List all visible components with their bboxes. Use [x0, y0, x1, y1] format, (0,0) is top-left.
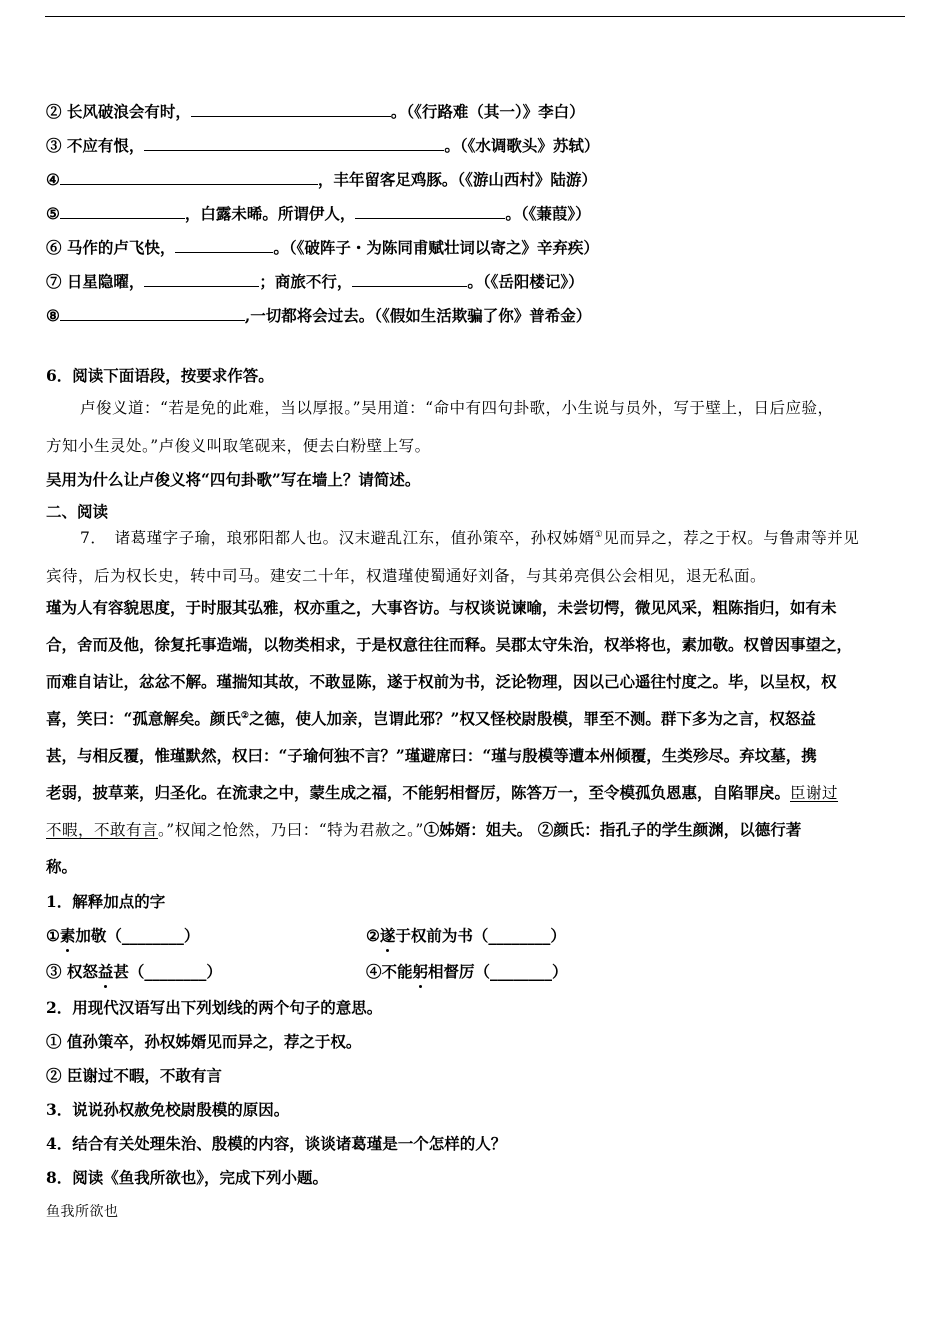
- fill-line-6: [46, 236, 906, 260]
- underlined-sentence: 臣谢过: [790, 784, 839, 802]
- answer-blank[interactable]: [352, 270, 467, 287]
- q7-passage-line-3: 瑾为人有容貌思度，于时服其弘雅，权亦重之，大事咨访。与权谈说谏喻，未尝切愕，微见风采，粗陈指归，如有未: [46, 598, 837, 617]
- fill-line-5: [46, 202, 906, 226]
- underlined-sentence: 不暇，不敢有言: [46, 821, 159, 839]
- q7-passage-line-4: 合，舍而及他，徐复托事造端，以物类相求，于是权意往往而释。吴郡太守朱治，权举将也，素加敬。权曾因事望之，: [46, 635, 853, 654]
- sub1-heading: 1．解释加点的字: [46, 892, 166, 911]
- answer-blank[interactable]: [144, 134, 444, 151]
- item-text: 相督厉（________）: [428, 962, 568, 981]
- q7-passage-line-1: [46, 526, 906, 550]
- sub1-item-4: [366, 960, 568, 984]
- q7-passage-line-10: 称。: [46, 857, 78, 876]
- fill-text: ④: [46, 170, 60, 189]
- q6-heading: 6．阅读下面语段，按要求作答。: [46, 366, 274, 385]
- item-text: 加敬（________）: [75, 926, 200, 945]
- fill-text: ⑥ 马作的卢飞快，: [46, 238, 176, 257]
- passage-text: 7． 诸葛瑾字子瑜，琅邪阳都人也。汉末避乱江东，值孙策卒，孙权姊婿: [80, 529, 595, 547]
- sub1-row-1: [46, 924, 906, 948]
- passage-text: 老弱，披草莱，归圣化。在流隶之中，蒙生成之福，不能躬相督厉，陈答万一，至令模孤负恩惠，自陷罪戾。: [46, 783, 791, 802]
- answer-blank[interactable]: [144, 270, 259, 287]
- sub1-item-2: [366, 924, 566, 948]
- dotted-char: 素: [60, 924, 76, 948]
- q7-passage-line-7: 甚，与相反覆，惟瑾默然，权曰：“子瑜何独不言？”瑾避席曰：“瑾与殷模等遭本州倾覆，生类殄尽。弃坟墓，携: [46, 746, 817, 765]
- fill-source: ，丰年留客足鸡豚。（《游山西村》陆游）: [317, 170, 597, 189]
- q6-question: 吴用为什么让卢俊义将“四句卦歌”写在墙上？请简述。: [46, 470, 421, 489]
- fill-line-7: [46, 270, 906, 294]
- q7-passage-line-5: 而难自诘让，忿忿不解。瑾揣知其故，不敢显陈，遂于权前为书，泛论物理，因以己心遥往忖度之。毕，以呈权，权: [46, 672, 837, 691]
- sub1-item-1: [46, 926, 199, 945]
- item-text: 甚（________）: [113, 962, 222, 981]
- q8-heading: 8．阅读《鱼我所欲也》，完成下列小题。: [46, 1168, 329, 1187]
- sub3-question: 3．说说孙权赦免校尉殷模的原因。: [46, 1100, 290, 1119]
- fill-source: 。（《岳阳楼记》）: [467, 272, 584, 291]
- q7-passage-line-9: [46, 818, 906, 842]
- q7-passage-line-6: [46, 707, 906, 731]
- footnote-text: ①姊婿：姐夫。 ②颜氏：指孔子的学生颜渊，以德行著: [423, 820, 802, 839]
- fill-text: ⑤: [46, 204, 60, 223]
- fill-source: 。（《水调歌头》苏轼）: [444, 136, 600, 155]
- dotted-char: 躬: [413, 960, 429, 984]
- footnote-marker: ①: [594, 529, 604, 540]
- answer-blank[interactable]: [60, 202, 185, 219]
- fill-line-8: [46, 304, 906, 328]
- passage-text: 见而异之，荐之于权。与鲁肃等并见: [603, 529, 860, 547]
- fill-line-4: [46, 168, 906, 192]
- passage-text: 喜，笑曰：“孤意解矣。颜氏: [46, 709, 241, 728]
- q7-passage-line-2: 宾待，后为权长史，转中司马。建安二十年，权遣瑾使蜀通好刘备，与其弟亮俱公会相见，退无私面。: [46, 567, 767, 585]
- sub2-sentence-1: ① 值孙策卒，孙权姊婿见而异之，荐之于权。: [46, 1032, 362, 1051]
- fill-source: 。（《蒹葭》）: [505, 204, 591, 223]
- fill-line-3: [46, 134, 906, 158]
- sub2-sentence-2: ② 臣谢过不暇，不敢有言: [46, 1066, 222, 1085]
- answer-blank[interactable]: [60, 168, 318, 185]
- item-number: ①: [46, 926, 60, 945]
- fill-text: ；商旅不行，: [259, 272, 353, 291]
- fill-text: ③ 不应有恨，: [46, 136, 145, 155]
- fill-text: ⑦ 日星隐曜，: [46, 272, 145, 291]
- item-number: ④不能: [366, 962, 413, 981]
- item-text: 于权前为书（________）: [395, 926, 566, 945]
- dotted-char: 遂: [380, 924, 396, 948]
- q8-passage-title: 鱼我所欲也: [46, 1204, 119, 1220]
- footnote-marker: ②: [240, 710, 249, 721]
- sub2-heading: 2．用现代汉语写出下列划线的两个句子的意思。: [46, 998, 383, 1017]
- q7-passage-line-8: [46, 781, 906, 805]
- fill-source: 。（《破阵子・为陈同甫赋壮词以寄之》辛弃疾）: [273, 238, 599, 257]
- fill-line-2: [46, 100, 906, 124]
- sub1-row-2: [46, 960, 906, 984]
- answer-blank[interactable]: [175, 236, 273, 253]
- q6-passage-line-2: 方知小生灵处。”卢俊义叫取笔砚来，便去白粉壁上写。: [46, 437, 431, 455]
- top-rule: [45, 16, 905, 17]
- sub4-question: 4．结合有关处理朱治、殷模的内容，谈谈诸葛瑾是一个怎样的人？: [46, 1134, 507, 1153]
- section-heading: 二、阅读: [46, 502, 109, 521]
- dotted-char: 益: [98, 960, 114, 984]
- q6-passage-line-1: 卢俊义道：“若是免的此难，当以厚报。”吴用道：“命中有四句卦歌，小生说与员外，写于壁上，日后应验，: [80, 399, 834, 417]
- fill-source: 。（《行路难（其一）》李白）: [390, 102, 585, 121]
- fill-source: ,一切都将会过去。（《假如生活欺骗了你》普希金）: [244, 306, 592, 325]
- fill-text: ⑧: [46, 306, 60, 325]
- fill-text: ② 长风破浪会有时，: [46, 102, 191, 121]
- fill-text: ，白露未晞。所谓伊人，: [184, 204, 356, 223]
- passage-text: 之德，使人加亲，岂谓此邪？”权又怪校尉殷模，罪至不测。群下多为之言，权怒益: [249, 709, 816, 728]
- passage-text: 。”权闻之怆然，乃曰：“特为君赦之。”: [158, 821, 424, 839]
- answer-blank[interactable]: [355, 202, 505, 219]
- sub1-item-3: [46, 962, 222, 981]
- item-number: ③ 权怒: [46, 962, 98, 981]
- answer-blank[interactable]: [60, 304, 245, 321]
- answer-blank[interactable]: [191, 100, 391, 117]
- item-number: ②: [366, 926, 380, 945]
